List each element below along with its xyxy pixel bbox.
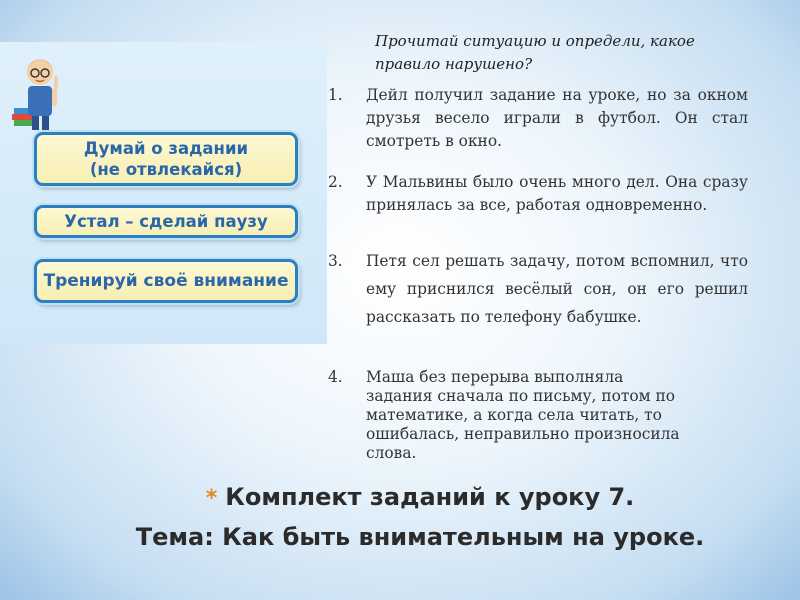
- schoolboy-illustration: [10, 46, 70, 132]
- title-line-1: Комплект заданий к уроку 7.: [225, 483, 635, 511]
- task-number: 2.: [328, 173, 343, 191]
- task-item-4: [328, 368, 686, 463]
- title-line-2: Тема: Как быть внимательным на уроке.: [135, 523, 705, 551]
- task-number: 1.: [328, 86, 343, 104]
- rule-focus-card: Думай о задании (не отвлекайся): [34, 132, 298, 186]
- task-text: Дейл получил задание на уроке, но за окном друзья весело играли в футбол. Он стал смотреть в окно.: [366, 86, 748, 150]
- task-text: Петя сел решать задачу, потом вспомнил, что ему приснился весёлый сон, он его решил рассказать по телефону бабушке.: [366, 252, 748, 326]
- rule-pause-card: Устал – сделай паузу: [34, 205, 298, 238]
- task-number: 3.: [328, 252, 343, 270]
- bullet-icon: *: [205, 486, 218, 511]
- slide-title: [70, 478, 770, 556]
- task-text: Маша без перерыва выполняла задания сначала по письму, потом по математике, а когда села читать, то ошибалась, неправильно произносила слова.: [366, 368, 680, 462]
- rule-train-attention-card: Тренируй своё внимание: [34, 259, 298, 303]
- task-item-2: [328, 171, 748, 217]
- task-prompt: Прочитай ситуацию и определи, какое правило нарушено?: [375, 32, 695, 73]
- task-text: У Мальвины было очень много дел. Она сразу принялась за все, работая одновременно.: [366, 173, 748, 214]
- task-number: 4.: [328, 368, 343, 386]
- rules-panel: [0, 42, 327, 344]
- task-item-1: [328, 84, 748, 153]
- task-item-3: [328, 247, 748, 331]
